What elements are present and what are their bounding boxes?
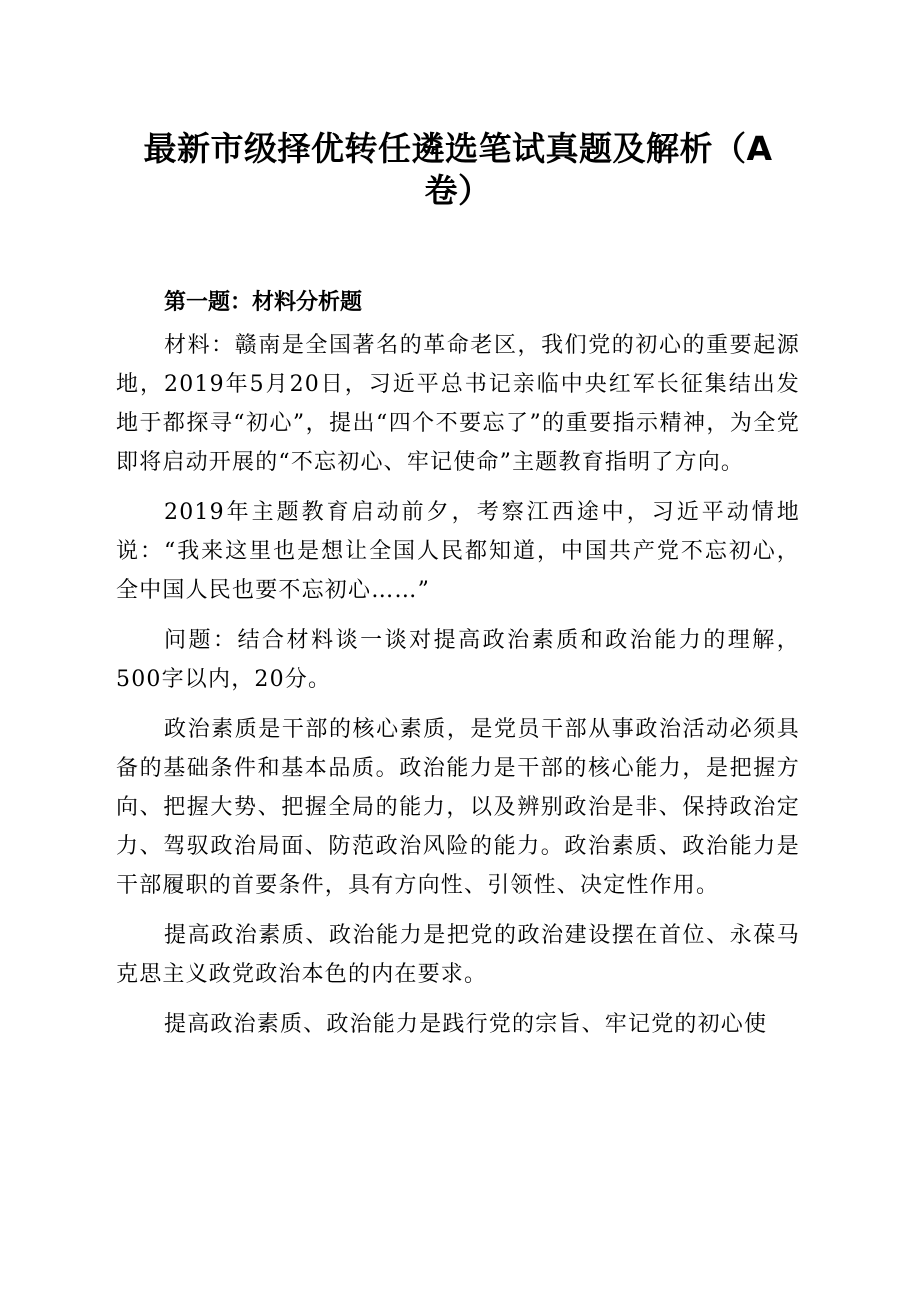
section-heading: 第一题：材料分析题	[164, 290, 363, 315]
paragraph-answer-point-1: 提高政治素质、政治能力是把党的政治建设摆在首位、永葆马克思主义政党政治本色的内在要求。	[116, 923, 800, 987]
document-title-line-2: 卷）	[424, 171, 492, 210]
paragraph-material: 材料：赣南是全国著名的革命老区，我们党的初心的重要起源地，2019年5月20日，习近平总书记亲临中央红军长征集结出发地于都探寻“初心”，提出“四个不要忘了”的重要指示精神，为全党即将启动开展的“不忘初心、牢记使命”主题教育指明了方向。	[116, 333, 800, 475]
document-title-line-1: 最新市级择优转任遴选笔试真题及解析（A	[143, 129, 773, 168]
paragraph-quote: 2019年主题教育启动前夕，考察江西途中，习近平动情地说：“我来这里也是想让全国人民都知道，中国共产党不忘初心，全中国人民也要不忘初心……”	[116, 500, 800, 603]
paragraph-answer-definition: 政治素质是干部的核心素质，是党员干部从事政治活动必须具备的基础条件和基本品质。政治能力是干部的核心能力，是把握方向、把握大势、把握全局的能力，以及辨别政治是非、保持政治定力、驾驭政治局面、防范政治风险的能力。政治素质、政治能力是干部履职的首要条件，具有方向性、引领性、决定性作用。	[116, 717, 800, 898]
paragraph-answer-point-2: 提高政治素质、政治能力是践行党的宗旨、牢记党的初心使	[164, 1012, 768, 1037]
paragraph-question: 问题：结合材料谈一谈对提高政治素质和政治能力的理解，500字以内，20分。	[116, 628, 800, 692]
document-title	[116, 128, 800, 212]
